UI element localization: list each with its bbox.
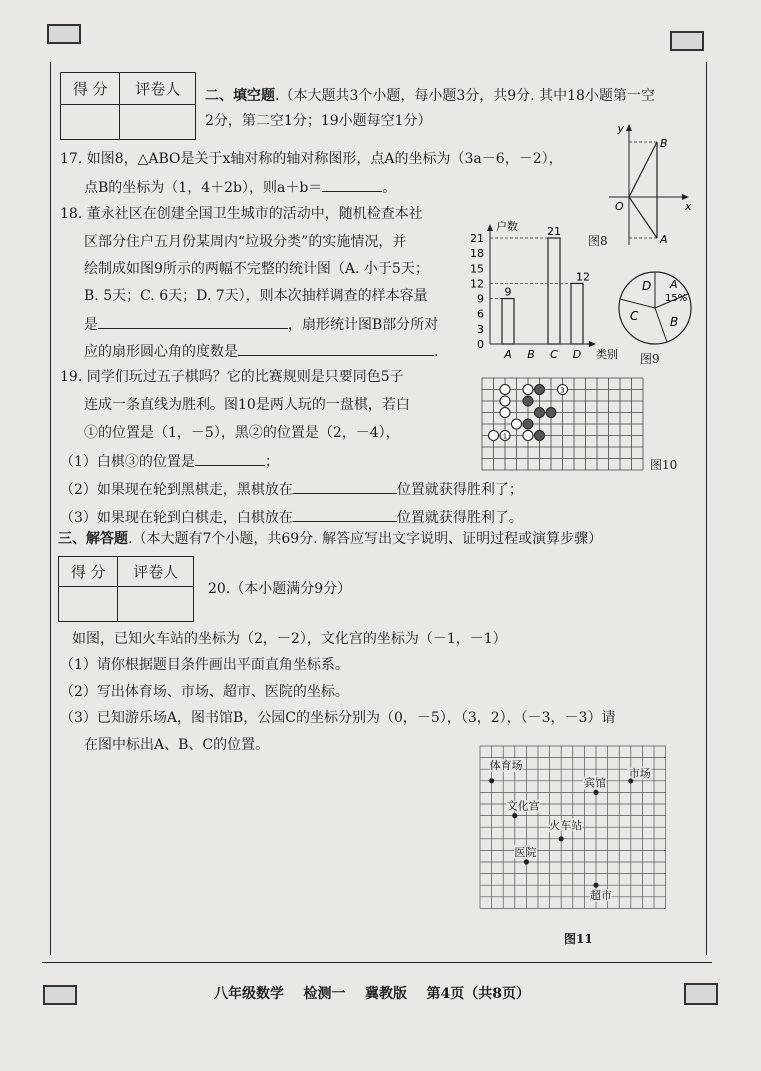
q20-title: 20.（本小题满分9分） (208, 581, 352, 597)
bar-y-tick-5: 15 (470, 262, 484, 276)
section3-heading (58, 530, 602, 548)
score-header: 得 分 (61, 73, 120, 105)
bar-category-A: A (504, 348, 512, 361)
q19-sub1-blank[interactable] (195, 451, 265, 466)
q19-sub3-end: 位置就获得胜利了。 (396, 510, 523, 526)
q19-sub2-text: （2）如果现在轮到黑棋走，黑棋放在 (60, 482, 293, 498)
white-stone-5 (512, 419, 522, 429)
section2-desc-line2: 2分，第二空1分；19小题每空1分） (205, 113, 432, 129)
registration-mark-top-right (670, 31, 704, 51)
map-label-hotel: 宾馆 (584, 776, 606, 790)
map-label-hospital: 医院 (514, 846, 537, 859)
bar-y-tick-1: 3 (477, 322, 484, 336)
map-label-train-station: 火车站 (549, 818, 583, 832)
fig11-caption: 图11 (564, 932, 593, 946)
black-stone-4 (546, 408, 556, 418)
q18-line6-end: . (434, 344, 439, 360)
white-stone-1 (500, 385, 510, 395)
q20-line1: 如图，已知火车站的坐标为（2，－2），文化宫的坐标为（－1，－1） (72, 631, 507, 647)
q18-sample-size-blank[interactable] (98, 314, 288, 329)
q18-line3: 绘制成如图9所示的两幅不完整的统计图（A. 小于5天； (84, 261, 429, 277)
black-stone-1 (535, 385, 545, 395)
score-box-q20 (58, 556, 194, 622)
white-stone-7 (489, 431, 499, 441)
section2-desc-line1: .（本大题共3个小题，每小题3分，共9分. 其中18小题第一空 (275, 88, 655, 104)
bar-C (548, 238, 560, 344)
section2-heading (205, 87, 655, 105)
q17-line2 (84, 177, 396, 197)
fig8-caption: 图8 (588, 234, 608, 248)
q19-sub3-blank[interactable] (293, 507, 397, 522)
bar-D (571, 283, 583, 344)
figure-10-gomoku-board (480, 376, 644, 472)
pie-label-d: D (642, 279, 652, 293)
fig8-a-label: A (660, 233, 668, 246)
map-point-hotel (593, 790, 598, 795)
bar-label-A: 9 (504, 285, 512, 299)
bar-y-tick-7: 21 (470, 232, 484, 245)
q20-sub2: （2）写出体育场、市场、超市、医院的坐标。 (60, 684, 349, 700)
score-box-section2 (60, 72, 196, 140)
bar-label-C: 21 (547, 225, 561, 238)
figure-9-pie-chart (615, 268, 695, 348)
q18-angle-blank[interactable] (238, 341, 434, 356)
pie-label-c: C (630, 309, 639, 323)
q18-line5 (84, 314, 438, 334)
q20-sub3b: 在图中标出A、B、C的位置。 (84, 737, 270, 753)
map-label-stadium: 体育场 (489, 758, 523, 772)
q18-line4: B. 5天；C. 6天；D. 7天），则本次抽样调查的样本容量 (84, 288, 428, 304)
q17-answer-blank[interactable] (322, 177, 382, 192)
fig8-y-label: y (617, 122, 624, 135)
grader-header: 评卷人 (120, 73, 196, 105)
bar-y-tick-4: 12 (470, 277, 484, 291)
left-margin-line (50, 62, 51, 955)
white-stone-1-mark: 1 (502, 432, 508, 441)
white-stone-3 (500, 396, 510, 406)
score-header-q20: 得 分 (59, 557, 118, 587)
q19-sub1-end: ； (264, 454, 279, 470)
map-point-stadium (489, 778, 494, 783)
q19-sub2-end: 位置就获得胜利了； (396, 482, 523, 498)
black-stone-5 (523, 419, 533, 429)
map-point-supermarket (593, 883, 598, 888)
q19-sub3 (60, 507, 523, 527)
pie-label-a: A (670, 278, 678, 291)
q17-line2-end: 。 (382, 180, 397, 196)
black-stone-2 (523, 396, 533, 406)
white-stone-3-mark: 3 (560, 386, 565, 395)
white-stone-8 (523, 431, 533, 441)
page-footer: 八年级数学 检测一 冀教版 第4页（共8页） (214, 986, 530, 1002)
bar-y-arrow (487, 224, 493, 231)
grader-cell[interactable] (120, 105, 196, 140)
map-label-cultural-palace: 文化宫 (506, 799, 540, 813)
section3-desc: .（本大题有7个小题，共69分. 解答应写出文字说明、证明过程或演算步骤） (128, 531, 603, 547)
q18-line6-start: 应的扇形圆心角的度数是 (84, 344, 238, 360)
bar-y-label: 户数 (496, 220, 518, 233)
white-stone-4 (500, 408, 510, 418)
map-point-cultural-palace (512, 813, 517, 818)
footer-rule (42, 962, 712, 963)
q18-line6 (84, 341, 438, 361)
pie-label-b: B (670, 315, 679, 329)
q18-line5-end: ，扇形统计图B部分所对 (288, 317, 439, 333)
section3-title: 三、解答题 (58, 531, 128, 547)
figure-11-map-grid (478, 744, 678, 920)
fig8-o-label: O (615, 200, 624, 213)
figure-9-bar-chart (462, 216, 632, 366)
q19-sub3-text: （3）如果现在轮到白棋走，白棋放在 (60, 510, 293, 526)
score-cell-q20[interactable] (59, 587, 118, 622)
pie-label-a-percent: 15% (665, 293, 688, 304)
q19-sub1-text: （1）白棋③的位置是 (60, 454, 195, 470)
black-stone-3 (535, 408, 545, 418)
bar-y-tick-3: 9 (477, 292, 484, 306)
map-label-market: 市场 (628, 766, 651, 780)
q19-sub1 (60, 451, 279, 471)
section2-title: 二、填空题 (205, 88, 275, 104)
q19-line3: ①的位置是（1，－5），黑②的位置是（2，－4）， (84, 425, 400, 441)
bar-y-tick-0: 0 (477, 338, 484, 351)
black-stone-6 (535, 431, 545, 441)
fig8-b-label: B (660, 137, 668, 150)
bar-x-label: 类别 (596, 348, 618, 361)
bar-category-C: C (550, 348, 558, 361)
q20-sub1: （1）请你根据题目条件画出平面直角坐标系。 (60, 657, 349, 673)
bar-y-tick-2: 6 (477, 307, 484, 321)
q19-sub2-blank[interactable] (293, 479, 397, 494)
q18-line2: 区部分住户五月份某周内“垃圾分类”的实施情况，并 (84, 234, 407, 250)
white-stone-2 (523, 385, 533, 395)
score-cell[interactable] (61, 105, 120, 140)
map-point-train-station (559, 836, 564, 841)
fig9-caption: 图9 (640, 352, 660, 366)
grader-header-q20: 评卷人 (118, 557, 194, 587)
bar-y-tick-6: 18 (470, 247, 484, 261)
q19-line1: 19. 同学们玩过五子棋吗？它的比赛规则是只要同色5子 (60, 369, 404, 385)
registration-mark-bottom-right (684, 983, 718, 1005)
q17-line1: 17. 如图8，△ABO是关于x轴对称的轴对称图形，点A的坐标为（3a－6，－2）， (60, 151, 563, 167)
registration-mark-top-left (47, 24, 81, 44)
map-point-hospital (524, 859, 529, 864)
q18-line1: 18. 董永社区在创建全国卫生城市的活动中，随机检查本社 (60, 206, 423, 222)
q18-line5-start: 是 (84, 317, 98, 333)
fig8-x-label: x (685, 200, 692, 213)
grader-cell-q20[interactable] (118, 587, 194, 622)
bar-category-D: D (572, 348, 582, 361)
registration-mark-bottom-left (43, 985, 77, 1005)
bar-x-arrow (589, 341, 596, 347)
bar-category-B: B (527, 348, 535, 361)
right-margin-line (706, 62, 707, 955)
q17-line2-text: 点B的坐标为（1，4＋2b），则a＋b＝ (84, 180, 323, 196)
q19-line2: 连成一条直线为胜利。图10是两人玩的一盘棋，若白 (84, 397, 410, 413)
q19-sub2 (60, 479, 523, 499)
bar-label-D: 12 (576, 270, 590, 284)
map-label-supermarket: 超市 (590, 889, 612, 903)
q20-sub3: （3）已知游乐场A，图书馆B，公园C的坐标分别为（0，－5），（3，2），（－3，－3）请 (60, 710, 616, 726)
fig10-caption: 图10 (650, 458, 678, 472)
bar-A (502, 299, 514, 344)
